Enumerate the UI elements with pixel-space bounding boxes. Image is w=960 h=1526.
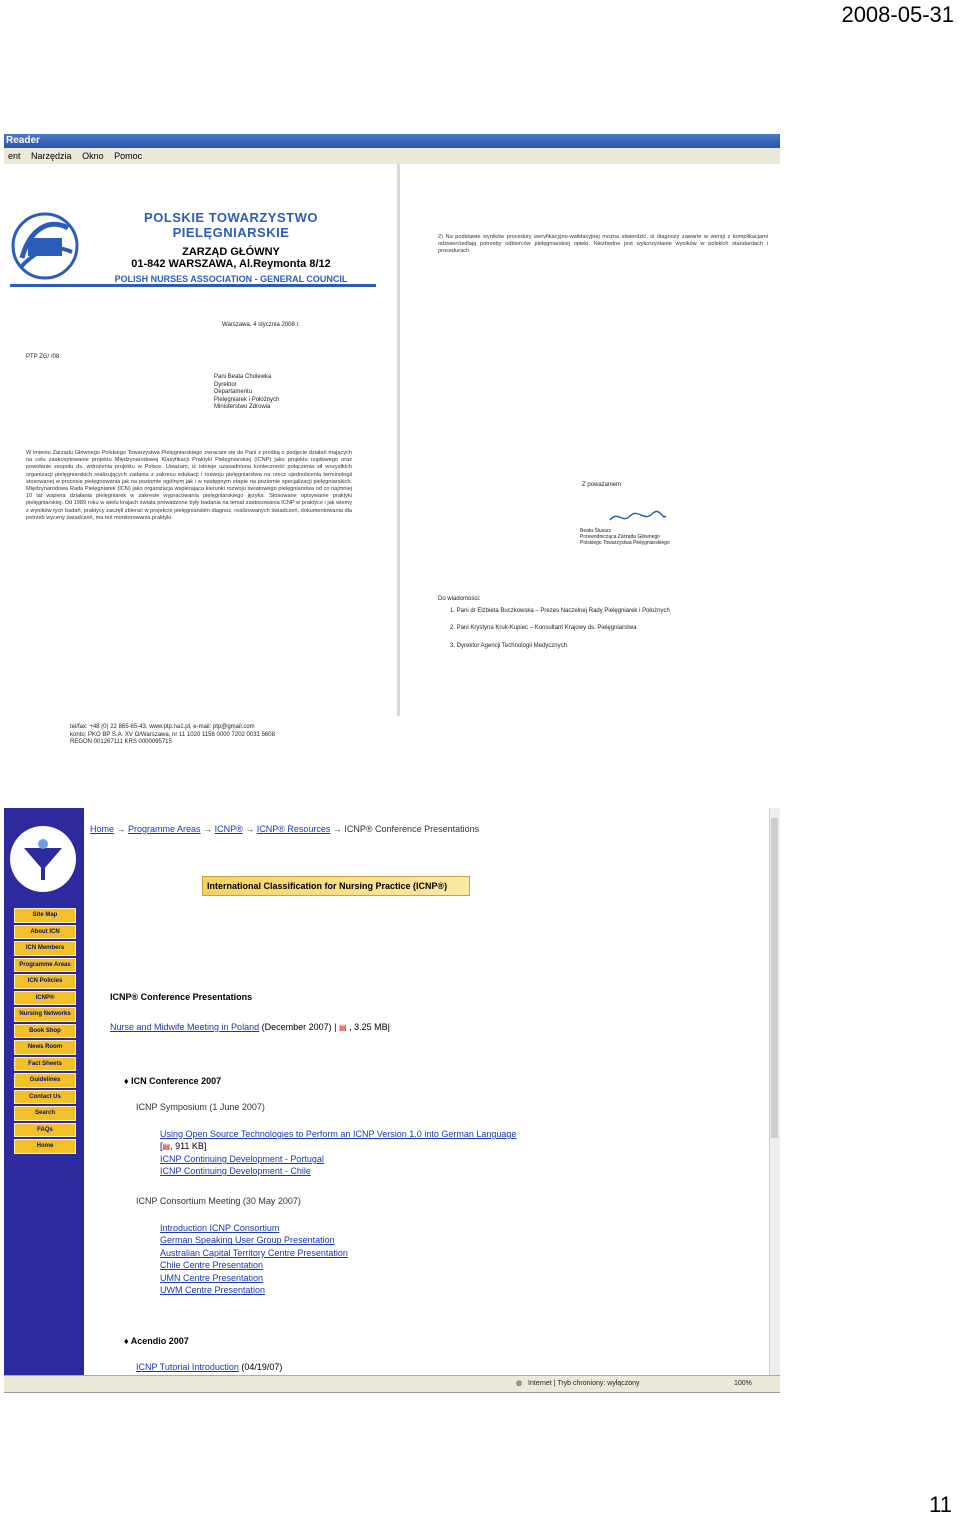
vertical-scrollbar[interactable]: [769, 808, 780, 1376]
open-source-size: [▤, 911 KB]: [160, 1141, 207, 1151]
org-address: 01-842 WARSZAWA, Al.Reymonta 8/12: [131, 258, 331, 270]
nav-home[interactable]: Home: [14, 1139, 76, 1154]
acendio-entry: [136, 1362, 282, 1372]
menu-item-tools[interactable]: Narzędzia: [31, 151, 72, 161]
nav-programme-areas[interactable]: Programme Areas: [14, 958, 76, 973]
link-open-source[interactable]: Using Open Source Technologies to Perform an ICNP Version 1.0 into German Language: [160, 1129, 517, 1139]
reader-menubar: [4, 148, 780, 165]
section-acendio-title: Acendio 2007: [130, 1336, 189, 1346]
reader-title: Reader: [4, 134, 780, 148]
crumb-icnp[interactable]: ICNP®: [214, 824, 243, 834]
symposium-links: [160, 1128, 516, 1177]
menu-item-window[interactable]: Okno: [82, 151, 104, 161]
pdf-icon[interactable]: ▤: [338, 1023, 347, 1032]
letter-recipient: Pani Beata Cholewka Dyrektor Departamentu Pielęgniarek i Położnych Ministerstwo Zdrowia: [214, 374, 280, 410]
bullet-icon: ♦: [124, 1336, 129, 1346]
nav-faqs[interactable]: FAQs: [14, 1123, 76, 1138]
icn-sidebar: [4, 808, 84, 1376]
org-board: ZARZĄD GŁÓWNY: [182, 246, 280, 258]
document-pane: [4, 164, 780, 745]
link-chile-centre[interactable]: Chile Centre Presentation: [160, 1260, 264, 1271]
consortium-links: [160, 1222, 348, 1296]
nav-fact-sheets[interactable]: Fact Sheets: [14, 1057, 76, 1072]
status-zone: Internet | Tryb chroniony: wyłączony: [528, 1380, 640, 1387]
icn-nav: [14, 908, 76, 1156]
nav-book-shop[interactable]: Book Shop: [14, 1024, 76, 1039]
letterhead-divider: [10, 284, 376, 287]
menu-item-edit[interactable]: ent: [8, 151, 21, 161]
section-acendio: [124, 1336, 189, 1346]
nav-news-room[interactable]: News Room: [14, 1040, 76, 1055]
nav-guidelines[interactable]: Guidelines: [14, 1073, 76, 1088]
letter-body-right: 2) Na podstawie wyników procedury weryfikacyjno-walidacyjnej można stwierdzić, iż diagnozy zawarte w wersji z komplikacjami odzwierciedlają potrzeby odbiorców pielęgniarskiej opieki. Niezbędne jest wykorzystanie wyników w polskich standardach i procedurach.: [438, 234, 768, 255]
letter-body-left: W imieniu Zarządu Głównego Polskiego Towarzystwa Pielęgniarskiego zwracam się do Pani z prośbą o podjęcie działań mających na celu zaakceptowanie projektu Międzynarodowej Klasyfikacji Praktyki Pielęgniarskiej (ICNP) jako projektu rządowego oraz powołanie zespołu ds. wdrożenia projektu w Polsce. Uważam, iż istnieje uzasadniona konieczność połączenia sił wszystkich organizacji pielęgniarskich realizujących zadania z zakresu edukacji i rozwoju pielęgniarstwa na rzecz ujednolicenia terminologii stosowanej w procesie pielęgnowania jak na poziomie ogólnym jak i w następnym etapie na poziomie specjalizacji pielęgniarskich. Międzynarodowa Rada Pielęgniarek (ICN) jako organizacja wspierająca kierunki rozwoju światowego pielęgniarstwa od co najmniej 10 lat wspiera działania pielęgniarek w zakresie wypracowania pielęgniarskiego języka. Stosowane opisywanie praktyki pielęgniarskiej. Od 1989 roku w wielu krajach świata prowadzone były badania na temat zastosowania ICNP w praktyce i jak wiemy z wyników tych badań, praktycy zaczęli zbierać w projekcie pielęgniarskim diagnoz, realizowanych świadczeń, dokumentowania dla potrzeb wyceny świadczeń, ma też monitorowania praktyki.: [26, 450, 352, 521]
zoom-level[interactable]: 100%: [734, 1380, 752, 1387]
letterhead: [88, 210, 374, 284]
page-date: 2008-05-31: [841, 2, 954, 27]
cc-list: Do wiadomości: 1. Pani dr Elżbieta Buczkowska – Prezes Naczelnej Rady Pielęgniarek i Położnych 2. Pani Krystyna Kruk-Kupiec – Konsultant Krajowy ds. Pielęgniarstwa 3. Dyrektor Agencji Technologii Medycznych: [438, 596, 670, 649]
symposium-title: ICNP Symposium (1 June 2007): [136, 1102, 265, 1112]
crumb-programme-areas[interactable]: Programme Areas: [128, 824, 201, 834]
nav-contact-us[interactable]: Contact Us: [14, 1090, 76, 1105]
letter-page-1: [4, 204, 376, 744]
pdf-icon[interactable]: ▤: [162, 1142, 171, 1151]
signatory: Beata Ślusarz Przewodnicząca Zarządu Głównego Polskiego Towarzystwa Pielęgniarskiego: [580, 528, 670, 546]
ptp-logo-icon: [10, 208, 80, 284]
link-chile[interactable]: ICNP Continuing Development - Chile: [160, 1166, 311, 1176]
breadcrumb: Home → Programme Areas → ICNP® → ICNP® Resources → ICNP® Conference Presentations: [90, 824, 480, 834]
poland-entry: [110, 1022, 390, 1032]
status-bar: [4, 1375, 780, 1392]
page-title: ICNP® Conference Presentations: [110, 992, 253, 1002]
link-intro-consortium[interactable]: Introduction ICNP Consortium: [160, 1223, 280, 1233]
org-name: POLSKIE TOWARZYSTWO PIELĘGNIARSKIE: [144, 210, 318, 240]
poland-link[interactable]: Nurse and Midwife Meeting in Poland: [110, 1022, 260, 1032]
section-icn-2007-title: ICN Conference 2007: [131, 1076, 222, 1086]
menu-item-help[interactable]: Pomoc: [114, 151, 143, 161]
browser-window: [4, 808, 780, 1393]
tutorial-date: (04/19/07): [241, 1362, 283, 1372]
link-uwm-centre[interactable]: UWM Centre Presentation: [160, 1285, 266, 1296]
bullet-icon: ♦: [124, 1076, 129, 1086]
link-portugal[interactable]: ICNP Continuing Development - Portugal: [160, 1154, 324, 1164]
crumb-icnp-resources[interactable]: ICNP® Resources: [256, 824, 331, 834]
link-tutorial[interactable]: ICNP Tutorial Introduction: [136, 1362, 239, 1372]
link-australian[interactable]: Australian Capital Territory Centre Presentation: [160, 1247, 348, 1258]
poland-size: , 3.25 MB|: [349, 1022, 390, 1032]
page-separator: [397, 164, 400, 716]
nav-nursing-networks[interactable]: Nursing Networks: [14, 1007, 76, 1022]
icnp-banner: International Classification for Nursing Practice (ICNP®): [202, 876, 470, 896]
crumb-home[interactable]: Home: [90, 824, 115, 834]
scroll-thumb[interactable]: [771, 818, 778, 1138]
poland-meta: (December 2007) |: [261, 1022, 339, 1032]
link-german-group[interactable]: German Speaking User Group Presentation: [160, 1235, 335, 1246]
link-umn-centre[interactable]: UMN Centre Presentation: [160, 1272, 264, 1283]
nav-icnp[interactable]: ICNP®: [14, 991, 76, 1006]
nav-about-icn[interactable]: About ICN: [14, 925, 76, 940]
signature-icon: [608, 508, 668, 526]
globe-icon: ◍: [516, 1380, 523, 1387]
nav-search[interactable]: Search: [14, 1106, 76, 1121]
reader-window: [4, 134, 780, 745]
page-number: 11: [929, 1492, 952, 1517]
icn-content: [90, 808, 770, 1376]
section-icn-2007: [124, 1076, 221, 1086]
icn-logo-icon: [10, 826, 76, 892]
letter-ref: PTP ZG/ /08: [26, 354, 60, 360]
nav-icn-policies[interactable]: ICN Policies: [14, 974, 76, 989]
nav-site-map[interactable]: Site Map: [14, 908, 76, 923]
letter-closing: Z poważaniem: [582, 482, 622, 488]
consortium-title: ICNP Consortium Meeting (30 May 2007): [136, 1196, 301, 1206]
crumb-current: ICNP® Conference Presentations: [344, 824, 480, 834]
letter-date: Warszawa, 4 stycznia 2008 r.: [222, 322, 300, 328]
org-name-en: POLISH NURSES ASSOCIATION - GENERAL COUNCIL: [114, 274, 348, 284]
letter-footer: tel/fax: +48 (0) 22 865-65-43, www.ptp.na1.pl, e-mail: ptp@gmail.com konto: PKO BP S.A. XV O/Warszawa, nr 11 1020 1156 0000 7202 0031 5608 REGON 001267111 KRS 0000095715: [70, 724, 275, 745]
nav-icn-members[interactable]: ICN Members: [14, 941, 76, 956]
